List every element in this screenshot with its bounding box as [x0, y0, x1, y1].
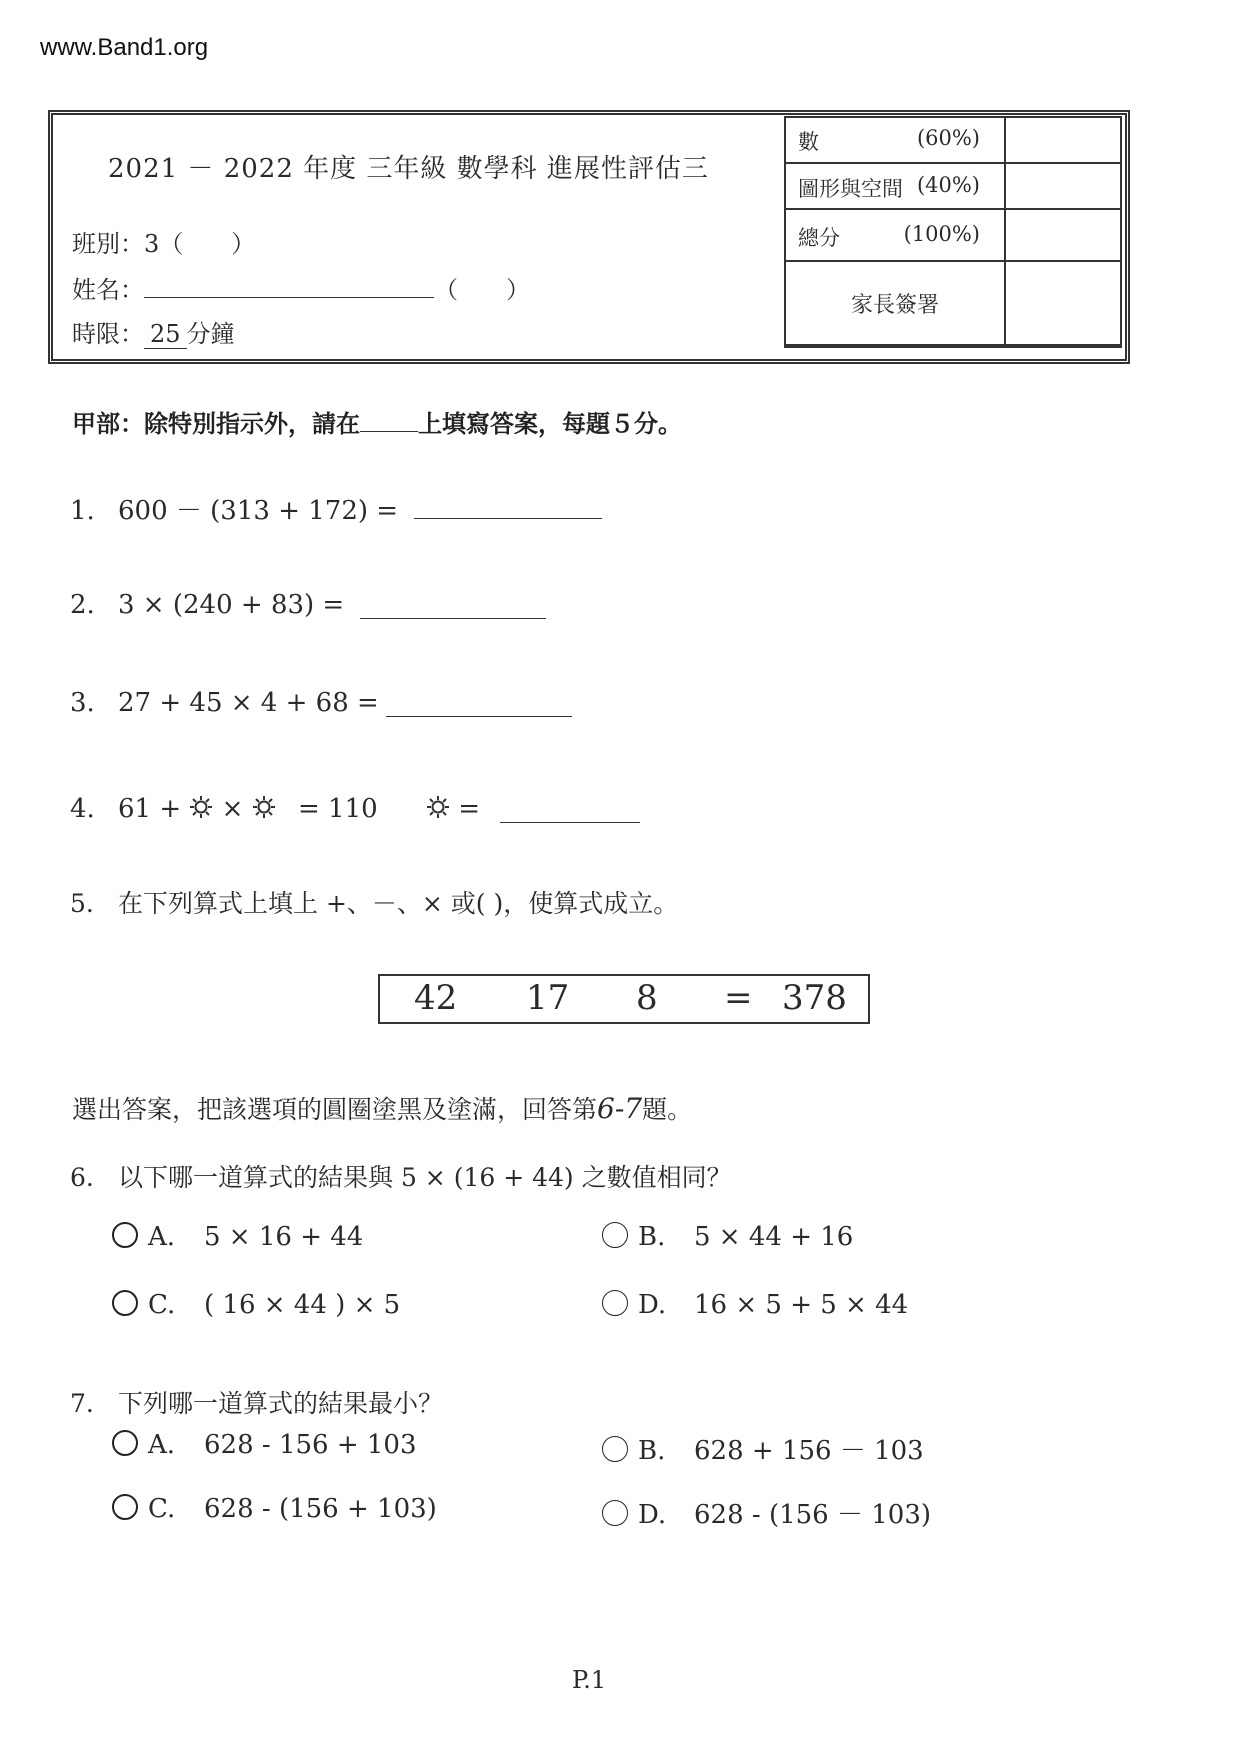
question-6	[70, 1158, 732, 1194]
question-text-part: =	[458, 794, 481, 824]
option-expression: 628 + 156 － 103	[694, 1436, 924, 1466]
option-expression: 628 - (156 + 103)	[204, 1494, 437, 1524]
equation-number[interactable]: 42	[414, 978, 458, 1018]
time-value: 25	[144, 320, 187, 349]
page-number: P.1	[572, 1666, 607, 1694]
option-7c[interactable]	[112, 1494, 437, 1524]
question-1	[70, 490, 398, 527]
answer-blank-2[interactable]	[360, 618, 546, 619]
question-text-part: ×	[221, 794, 244, 824]
score-label: 總分	[798, 226, 840, 250]
name-label: 姓名：	[72, 276, 144, 304]
question-text: 3 × (240 + 83) =	[118, 590, 345, 620]
name-number-paren: （ ）	[434, 276, 530, 304]
question-number: 5.	[70, 889, 94, 918]
name-blank[interactable]	[144, 275, 434, 298]
score-divider	[1004, 118, 1006, 346]
option-letter: A.	[148, 1222, 176, 1252]
equation-number[interactable]: 8	[636, 978, 658, 1018]
option-expression: 16 × 5 + 5 × 44	[694, 1290, 909, 1320]
equation-number[interactable]: 17	[526, 978, 570, 1018]
question-3	[70, 688, 379, 718]
class-field: 班別：3（ ）	[72, 230, 256, 258]
answer-circle[interactable]	[602, 1222, 628, 1248]
score-table	[784, 116, 1122, 348]
instruction-range: 6-7	[597, 1092, 643, 1125]
equation-box	[378, 974, 870, 1024]
score-label: 數	[798, 130, 819, 154]
time-label: 時限：	[72, 320, 144, 348]
option-7d[interactable]	[602, 1494, 931, 1531]
question-number: 4.	[70, 794, 95, 824]
question-7	[70, 1384, 443, 1420]
option-expression: 5 × 44 + 16	[694, 1222, 854, 1252]
option-7b[interactable]	[602, 1430, 924, 1467]
option-letter: C.	[148, 1494, 176, 1524]
question-text: 在下列算式上填上 +、－、× 或( )，使算式成立。	[118, 889, 679, 918]
answer-blank-3[interactable]	[386, 716, 572, 717]
blank-example	[360, 411, 418, 432]
option-expression: 628 - 156 + 103	[204, 1430, 417, 1460]
option-6c[interactable]	[112, 1290, 400, 1320]
option-letter: D.	[638, 1500, 667, 1530]
answer-circle[interactable]	[112, 1222, 138, 1248]
parent-signature-label: 家長簽署	[850, 293, 939, 318]
section-title	[72, 404, 682, 439]
option-6d[interactable]	[602, 1290, 908, 1320]
score-percent: (100%)	[903, 222, 980, 246]
answer-circle[interactable]	[602, 1436, 628, 1462]
question-text-part: 61 +	[118, 794, 182, 824]
section-title-start: 甲部：除特別指示外，請在	[72, 409, 360, 438]
score-row-shape-space	[786, 164, 1120, 210]
question-number: 7.	[70, 1389, 94, 1418]
option-letter: C.	[148, 1290, 176, 1320]
option-letter: A.	[148, 1430, 176, 1460]
option-6b[interactable]	[602, 1222, 853, 1252]
question-text: 600 － (313 + 172) =	[118, 496, 399, 526]
question-number: 1.	[70, 496, 95, 526]
question-5	[70, 884, 678, 920]
answer-circle[interactable]	[602, 1290, 628, 1316]
sun-symbol-icon	[189, 795, 213, 819]
question-text: 27 + 45 × 4 + 68 =	[118, 688, 379, 718]
score-percent: (40%)	[916, 173, 980, 197]
time-unit: 分鐘	[186, 320, 235, 348]
answer-circle[interactable]	[112, 1494, 138, 1520]
option-letter: B.	[638, 1436, 666, 1466]
time-limit	[72, 314, 235, 349]
option-letter: D.	[638, 1290, 667, 1320]
answer-circle[interactable]	[112, 1290, 138, 1316]
name-field	[72, 270, 530, 305]
instruction-end: 題。	[642, 1095, 693, 1124]
question-number: 3.	[70, 688, 95, 718]
answer-blank-1[interactable]	[414, 518, 602, 519]
score-percent: (60%)	[916, 126, 980, 150]
section-title-end: 上填寫答案，每題５分。	[418, 409, 682, 438]
answer-circle[interactable]	[112, 1430, 138, 1456]
option-letter: B.	[638, 1222, 666, 1252]
sun-symbol-icon	[252, 795, 276, 819]
score-row-math	[786, 118, 1120, 164]
option-expression: 5 × 16 + 44	[204, 1222, 364, 1252]
sun-symbol-icon	[426, 795, 450, 819]
question-text: 下列哪一道算式的結果最小？	[118, 1389, 444, 1418]
question-4	[70, 794, 480, 824]
score-row-total	[786, 210, 1120, 262]
option-expression: ( 16 × 44 ) × 5	[204, 1290, 401, 1320]
question-text: 以下哪一道算式的結果與 5 × (16 + 44) 之數值相同？	[118, 1163, 732, 1192]
exam-title: 2021 － 2022 年度 三年級 數學科 進展性評估三	[108, 154, 709, 184]
score-label: 圖形與空間	[798, 177, 903, 201]
question-2	[70, 590, 344, 620]
parent-signature-row	[786, 262, 1120, 346]
option-expression: 628 - (156 － 103)	[694, 1500, 932, 1530]
question-number: 6.	[70, 1163, 94, 1192]
question-number: 2.	[70, 590, 95, 620]
watermark: www.Band1.org	[40, 34, 209, 61]
answer-blank-4[interactable]	[500, 822, 640, 823]
equation-result: 378	[782, 978, 847, 1018]
option-6a[interactable]	[112, 1222, 363, 1252]
question-text-part: = 110	[298, 794, 378, 824]
equation-equals: =	[724, 978, 753, 1018]
instruction-text: 選出答案，把該選項的圓圈塗黑及塗滿，回答第	[72, 1095, 598, 1124]
option-7a[interactable]	[112, 1430, 417, 1460]
answer-circle[interactable]	[602, 1500, 628, 1526]
mc-instruction	[72, 1090, 692, 1126]
